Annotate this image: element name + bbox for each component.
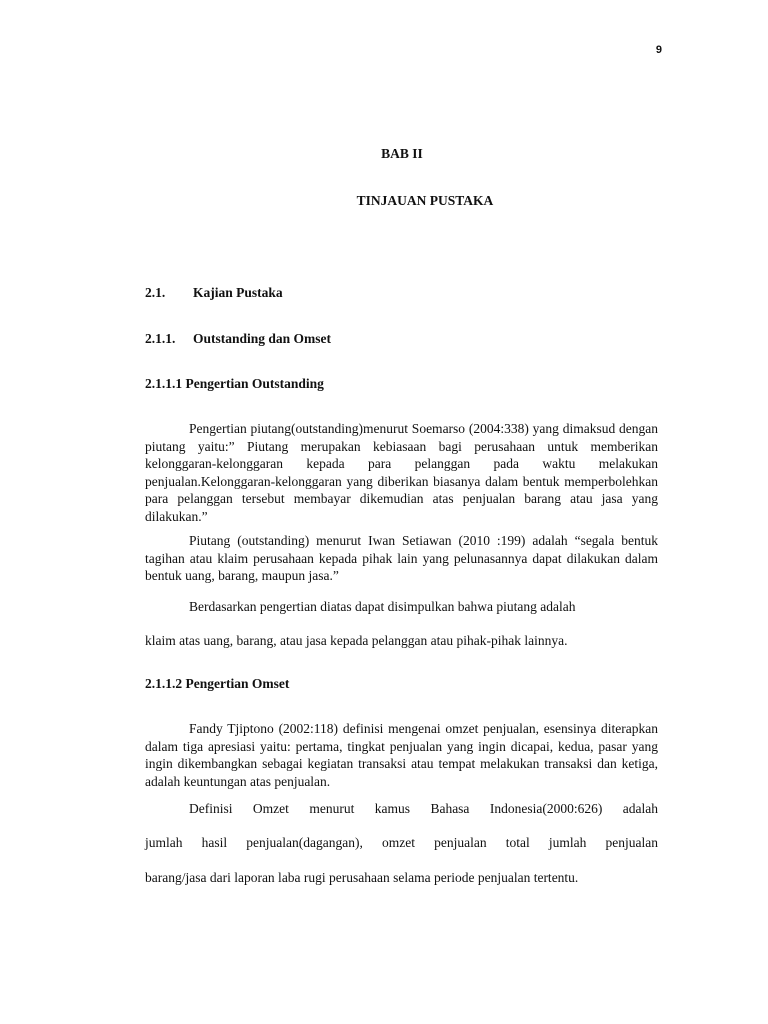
section-heading-2-1-1-1: 2.1.1.1 Pengertian Outstanding bbox=[145, 376, 324, 391]
section-number: 2.1. bbox=[145, 285, 166, 300]
section-title: Outstanding dan Omset bbox=[193, 331, 332, 346]
paragraph-omzet-definition-line-1: Definisi Omzet menurut kamus Bahasa Indonesia(2000:626) adalah bbox=[189, 801, 658, 816]
section-heading-2-1-1-2: 2.1.1.2 Pengertian Omset bbox=[145, 676, 290, 691]
page-number: 9 bbox=[655, 44, 662, 56]
section-heading-2-1 bbox=[145, 285, 283, 301]
paragraph-outstanding-definition: Pengertian piutang(outstanding)menurut Soemarso (2004:338) yang dimaksud dengan piutang yaitu:” Piutang merupakan kebiasaan bagi perusahaan untuk memberikan kelonggaran-kelonggaran kepada para pelanggan pada waktu melakukan penjualan.Kelonggaran-kelonggaran yang diberikan biasanya dalam bentuk memperbolehkan para pelanggan tersebut membayar dikemudian atas penjualan barang atau jasa yang dilakukan.” bbox=[145, 421, 658, 524]
section-number: 2.1.1. bbox=[145, 331, 176, 346]
paragraph-omzet-definition-line-2: jumlah hasil penjualan(dagangan), omzet penjualan total jumlah penjualan bbox=[145, 835, 658, 850]
chapter-title: TINJAUAN PUSTAKA bbox=[356, 193, 494, 208]
paragraph-iwan-setiawan: Piutang (outstanding) menurut Iwan Setiawan (2010 :199) adalah “segala bentuk tagihan atau klaim perusahaan kepada pihak lain yang pelunasannya dapat dilakukan dalam bentuk uang, barang, maupun jasa.” bbox=[145, 533, 658, 583]
chapter-label: BAB II bbox=[381, 146, 423, 161]
section-title: Kajian Pustaka bbox=[193, 285, 283, 300]
paragraph-omzet-definition-line-3: barang/jasa dari laporan laba rugi perusahaan selama periode penjualan tertentu. bbox=[145, 870, 579, 885]
section-heading-2-1-1 bbox=[145, 331, 331, 347]
paragraph-conclusion-line-2: klaim atas uang, barang, atau jasa kepada pelanggan atau pihak-pihak lainnya. bbox=[145, 633, 568, 648]
paragraph-fandy-tjiptono: Fandy Tjiptono (2002:118) definisi mengenai omzet penjualan, esensinya diterapkan dalam tiga apresiasi yaitu: pertama, tingkat penjualan yang ingin dicapai, kedua, pasar yang ingin dikembangkan sebagai kegiatan transaksi atau tempat melakukan transaksi dan ketiga, adalah keuntungan atas penjualan. bbox=[145, 721, 658, 789]
paragraph-conclusion-line-1: Berdasarkan pengertian diatas dapat disimpulkan bahwa piutang adalah bbox=[189, 599, 576, 614]
